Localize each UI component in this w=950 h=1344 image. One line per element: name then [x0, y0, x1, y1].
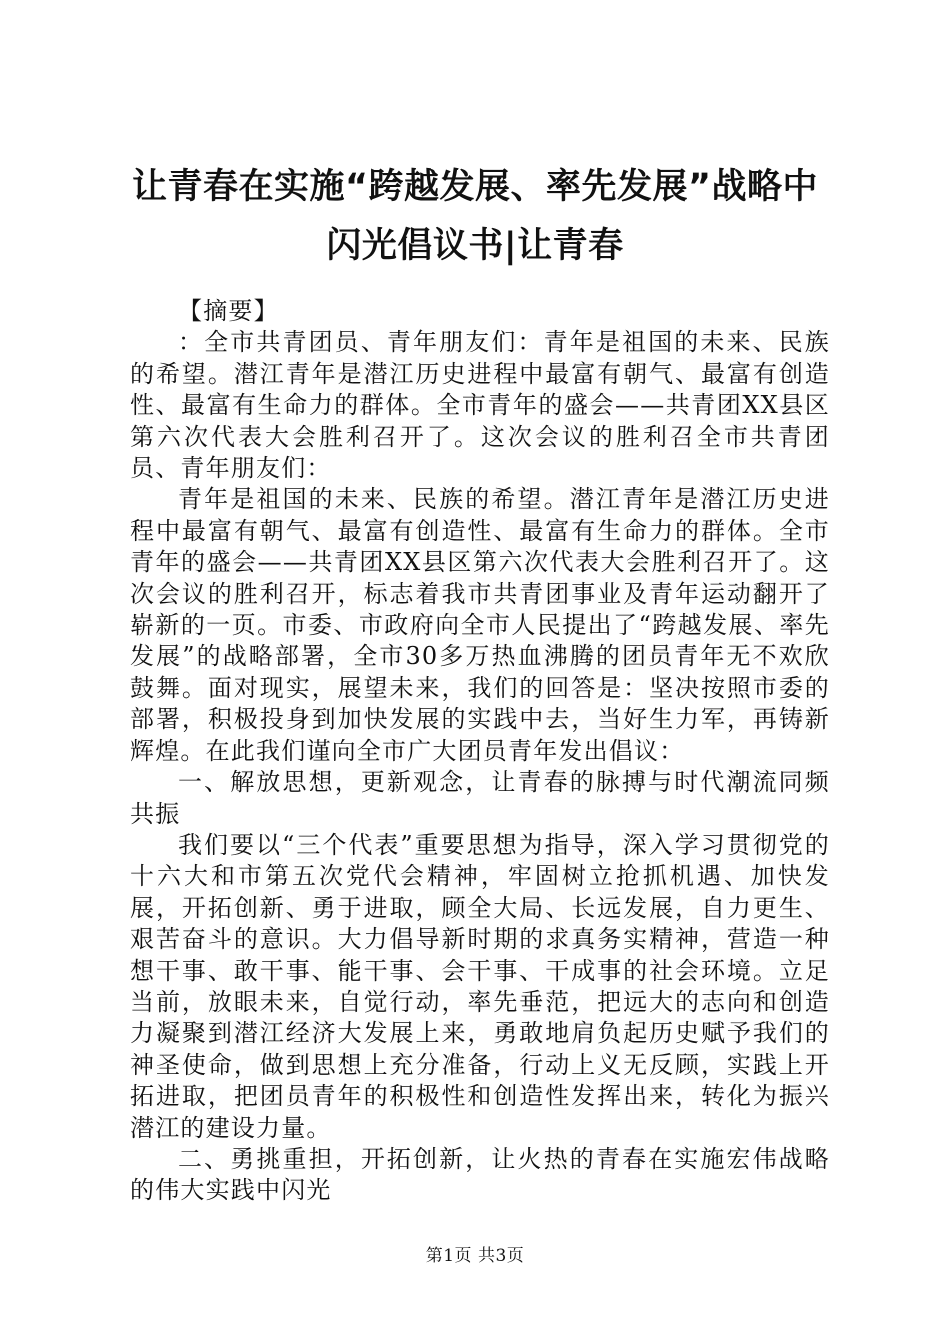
section-heading-1: 一、解放思想，更新观念，让青春的脉搏与时代潮流同频共振: [130, 768, 830, 828]
title-line-2: 闪光倡议书|让青春: [326, 226, 624, 266]
paragraph-main: 青年是祖国的未来、民族的希望。潜江青年是潜江历史进程中最富有朝气、最富有创造性、最富有生命力的群体。全市青年的盛会——共青团XX县区第六次代表大会胜利召开了。这次会议的胜利召开，标志着我市共青团事业及青年运动翻开了崭新的一页。市委、市政府向全市人民提出了“跨越发展、率先发展”的战略部署，全市30多万热血沸腾的团员青年无不欢欣鼓舞。面对现实，展望未来，我们的回答是：坚决按照市委的部署，积极投身到加快发展的实践中去，当好生力军，再铸新辉煌。在此我们谨向全市广大团员青年发出倡议：: [130, 485, 830, 765]
paragraph-section-1: 我们要以“三个代表”重要思想为指导，深入学习贯彻党的十六大和市第五次党代会精神，牢固树立抢抓机遇、加快发展，开拓创新、勇于进取，顾全大局、长远发展，自力更生、艰苦奋斗的意识。大力倡导新时期的求真务实精神，营造一种想干事、敢干事、能干事、会干事、干成事的社会环境。立足当前，放眼未来，自觉行动，率先垂范，把远大的志向和创造力凝聚到潜江经济大发展上来，勇敢地肩负起历史赋予我们的神圣使命，做到思想上充分准备，行动上义无反顾，实践上开拓进取，把团员青年的积极性和创造性发挥出来，转化为振兴潜江的建设力量。: [130, 830, 830, 1142]
document-body: [130, 296, 830, 1207]
paragraph-intro: ：全市共青团员、青年朋友们：青年是祖国的未来、民族的希望。潜江青年是潜江历史进程中最富有朝气、最富有创造性、最富有生命力的群体。全市青年的盛会——共青团XX县区第六次代表大会胜利召开了。这次会议的胜利召全市共青团员、青年朋友们：: [130, 328, 830, 483]
page-indicator: 第1页 共3页: [425, 1246, 525, 1266]
section-heading-2: 二、勇挑重担，开拓创新，让火热的青春在实施宏伟战略的伟大实践中闪光: [130, 1144, 830, 1205]
abstract-label: 【摘要】: [178, 297, 279, 325]
title-line-1: 让青春在实施“跨越发展、率先发展”战略中: [131, 167, 818, 207]
document-title: [120, 158, 830, 276]
